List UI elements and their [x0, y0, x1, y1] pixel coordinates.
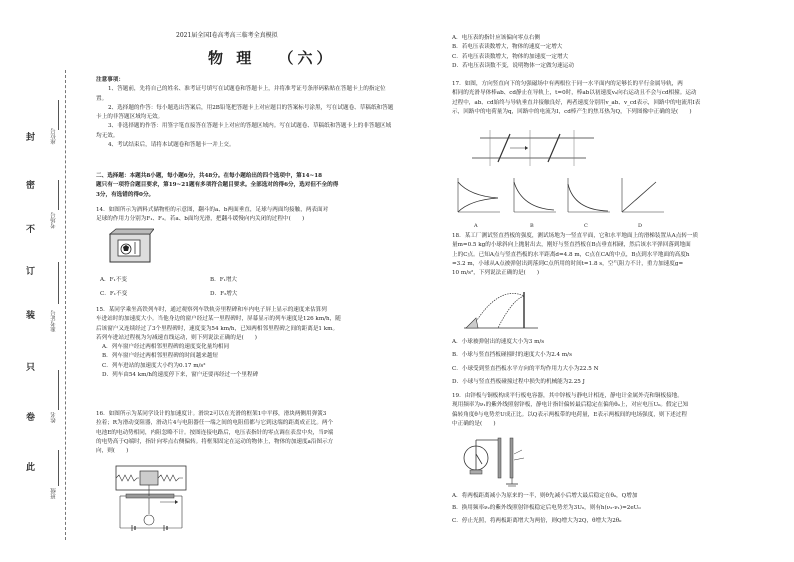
binding-char: 不 [26, 225, 36, 235]
q16-line: 电池E的电动势相同，内阻忽略不计。按图连接电路后，电压表指针的零点调在表盘中央，当P端 [96, 429, 334, 436]
binding-char: 此 [26, 463, 36, 473]
q18-line: 10 m/s²，下列说法正确的是( ) [452, 270, 540, 277]
q18-options [452, 338, 772, 387]
room-number-line[interactable] [58, 180, 59, 210]
q19-option-b[interactable]: B．换用频率ν₂的紫外线照射锌板稳定后电势差为3U₀，则有h(ν₂-ν₁)=2eU₀ [452, 505, 641, 512]
q17-graph-b [508, 176, 558, 220]
q15-line: 车进站时的加速度大小。当他身边的窗户经过某一里程碑时，屏幕显示的列车速度是126 km/h，随 [96, 316, 341, 323]
section-line: 题只有一项符合题目要求，第19~21题有多项符合题目要求。全部选对的得6分，选对但不全的得 [96, 182, 339, 189]
binding-char: 订 [26, 267, 36, 277]
q15-line: 若列车进站过程视为匀减速直线运动，则下列说法正确的是( ) [96, 334, 257, 341]
q15-option-a[interactable]: A．列车窗户经过两相邻里程碑的速度变化量均相同 [102, 344, 230, 351]
field-ticket-number: 准考证号 [51, 310, 57, 332]
notice-item: 4、考试结束后，请将本试题卷和答题卡一并上交。 [108, 142, 235, 149]
notice-item: 2、选择题的作答：每小题选出答案后，用2B铅笔把答题卡上对应题目的答案标号涂黑，写在试题卷、草稿纸和答题卡上的非答题区域均无效。 [96, 104, 394, 121]
q19-options [452, 492, 772, 526]
notice-heading: 注意事项： [96, 77, 124, 83]
q16-option-a[interactable]: A．电压表的指针应该偏向零点右侧 [452, 35, 540, 41]
field-name: 姓名 [51, 412, 57, 423]
notice-block [96, 76, 394, 150]
q17-line: 示，回路中的电荷量为q，回路中的电流为I，cd棒产生的焦耳热为Q，下列图像中正确的是( ) [452, 108, 692, 115]
binding-char: 封 [26, 133, 36, 143]
q15-option-d[interactable]: D．列车由54 km/h的速度停下来，窗户还要再经过一个里程碑 [102, 372, 259, 379]
q16-option-c[interactable]: C．若电压表读数增大，物体的加速度一定增大 [452, 53, 569, 60]
q17-label-b[interactable]: B [530, 223, 534, 229]
q17-graph-d [616, 176, 666, 220]
q16-line: 的电势高于Q端时，指针向零点右侧偏转。将框架固定在运动的物体上，物体的加速度a沿图示方 [96, 438, 334, 445]
subject-title: 物 理 [208, 49, 256, 67]
q19-electroscope-figure [460, 430, 530, 490]
question-17 [452, 80, 772, 117]
q16-option-d[interactable]: D．若电压表读数不变，说明物体一定做匀速运动 [452, 62, 574, 69]
q17-graph-a [452, 176, 502, 220]
binding-char: 装 [26, 311, 36, 321]
binding-char: 只 [26, 363, 36, 373]
q14-line: 14．如图所示为酒料式储物柜的示意图，翻斗的a、b两面垂直，足球与两面均接触，两表面对 [96, 207, 329, 213]
q18-line: 量m=0.5 kg的小球斜向上抛射出去，刚好与竖直挡板在B点垂直相碰，然后该水平弹回落到地面 [452, 242, 691, 249]
q16-options [452, 34, 772, 71]
page-title [208, 47, 335, 68]
q14-line: 足球的作用力分别为F₁、F₂。若a、b面均光滑，把翻斗缓慢向内关闭的过程中( ) [96, 216, 305, 223]
q15-line: 15．某同学乘坐高铁列车时，通过观察列车铁轨旁里程碑和车内电子屏上显示的速度来估算列 [96, 307, 327, 313]
q16-line: 拉着；R为滑动变阻器，滑动片4与电阻器任一端之间的电阻值都与它到这端的距离成正比。两个 [96, 420, 334, 427]
q19-line: 19．由锌板与铜板构成平行板电容器，其中锌板与静电计相连，静电计金属外壳和铜板接地。 [452, 393, 683, 399]
field-seat-number: 座位号 [51, 128, 57, 145]
section-line: 二、选择题：本题共8小题，每小题6分，共48分。在每小题给出的四个选项中，第14~18 [96, 173, 323, 179]
q14-option-d[interactable]: D．F₂增大 [210, 291, 238, 298]
q19-line: 中正确的是( ) [452, 420, 496, 427]
section-instructions [96, 172, 394, 200]
question-14 [96, 206, 394, 225]
q14-option-c[interactable]: C．F₁不变 [100, 291, 128, 298]
q14-option-a[interactable]: A．F₁不变 [100, 277, 127, 283]
q17-label-d[interactable]: D [638, 223, 643, 229]
q19-option-c[interactable]: C．停止光照，将两板距离增大为两倍，则Q增大为2Q，θ增大为2θ₀ [452, 517, 622, 524]
class-line[interactable] [58, 450, 59, 486]
ticket-number-line[interactable] [58, 262, 59, 304]
q19-line: 现用频率为ν₁的紫外线照射锌板，静电计指针偏转最后稳定在偏角θ₀上，对应电压U₀。假定已知 [452, 402, 689, 409]
question-18 [452, 232, 772, 278]
binding-dashed-line [65, 70, 66, 540]
q19-option-a[interactable]: A．将两板距离减小为原来的一半，则θ先减小后增大最后稳定在θ₀，Q增加 [452, 493, 638, 499]
q16-line: 向，则( ) [96, 448, 129, 455]
q17-line: 17．如图，方向竖直向下的匀强磁场中有两根位于同一水平面内的足够长的平行金属导轨，两 [452, 81, 683, 87]
q14-options [100, 276, 390, 300]
q18-trajectory-figure [462, 288, 542, 332]
q18-option-c[interactable]: C．小球受到竖直挡板水平方向的平均作用力大小为22.5 N [452, 365, 599, 372]
q18-option-a[interactable]: A．小球被弹射出的速度大小为3 m/s [452, 339, 545, 345]
question-15 [96, 306, 394, 380]
q16-option-b[interactable]: B．若电压表读数增大，物体的速度一定增大 [452, 44, 563, 51]
exam-name: 2021届全国Ⅰ卷高考高三临考全真模拟 [176, 32, 278, 39]
name-line[interactable] [58, 370, 59, 410]
binding-char: 密 [26, 181, 36, 191]
q16-line: 16．如图所示为某同学设计的加速度计。滑块2可以在光滑的框架1中平移，滑块两侧用弹簧3 [96, 411, 327, 417]
field-room-number: 考场号 [51, 212, 57, 229]
q18-line: =3.2 m，小球从A点被弹射出到落到C点所用的时间t=1.8 s，空气阻力不计，重力加速度g= [452, 260, 684, 267]
q17-label-a[interactable]: A [474, 223, 478, 229]
q14-cabinet-figure [108, 228, 154, 266]
q15-option-b[interactable]: B．列车窗户经过两相邻里程碑的时间越来越短 [102, 353, 218, 360]
q18-option-b[interactable]: B．小球与竖直挡板碰撞时的速度大小为2.4 m/s [452, 352, 572, 359]
q18-option-d[interactable]: D．小球与竖直挡板碰撞过程中损失的机械能为2.25 J [452, 378, 585, 385]
question-19 [452, 392, 772, 429]
q17-label-c[interactable]: C [584, 223, 588, 229]
binding-char: 卷 [26, 413, 36, 423]
field-class: 班级 [51, 488, 57, 499]
q17-graph-c [562, 176, 612, 220]
notice-item: 1、答题前，先将自己的姓名、准考证号填写在试题卷和答题卡上，并将准考证号条形码粘贴在答题卡上的指定位置。 [96, 86, 386, 102]
q19-line: 偏转角度θ与电势差U成正比。以Q表示两板带的电荷量，E表示两板间的电场强度，则下述过程 [452, 411, 687, 418]
q18-line: 上的C点。已知A点与竖直挡板的水平距离d=4.8 m，C点在CA的中点，B点到水平地面的高度h [452, 251, 690, 258]
q18-line: 18．某工厂测试竖直挡板的强度，测试场地为一竖直平面，它和水平地面上的滑梯装置从A点转一质 [452, 233, 699, 239]
volume-title: （六） [278, 49, 336, 67]
q14-option-b[interactable]: B．F₁增大 [210, 277, 238, 283]
q16-accelerometer-figure [112, 462, 194, 534]
section-line: 3分，有选错的得0分。 [96, 191, 155, 198]
q17-rails-figure [470, 128, 600, 168]
q15-line: 后该窗户又连续经过了3个里程碑时，速度变为54 km/h，已知两相邻里程碑之间的距离是1 km。 [96, 325, 339, 332]
q17-line: 过程中，ab、cd始终与导轨垂直并接触良好，两者速度分别用v_ab、v_cd表示，回路中的电流用I表 [452, 99, 701, 106]
q15-option-c[interactable]: C．列车进站的加速度大小约为0.17 m/s² [102, 362, 206, 369]
question-16 [96, 410, 394, 456]
notice-item: 3、非选择题的作答：用签字笔直接答在答题卡上对应的答题区域内。写在试题卷、草稿纸和答题卡上的非答题区域均无效。 [96, 123, 392, 139]
seat-number-line[interactable] [58, 100, 59, 130]
q17-line: 相同的光滑导体棒ab、cd静止在导轨上，t=0时，棒ab以初速度v₀向右运动且不会与cd相撞。运动 [452, 90, 697, 97]
